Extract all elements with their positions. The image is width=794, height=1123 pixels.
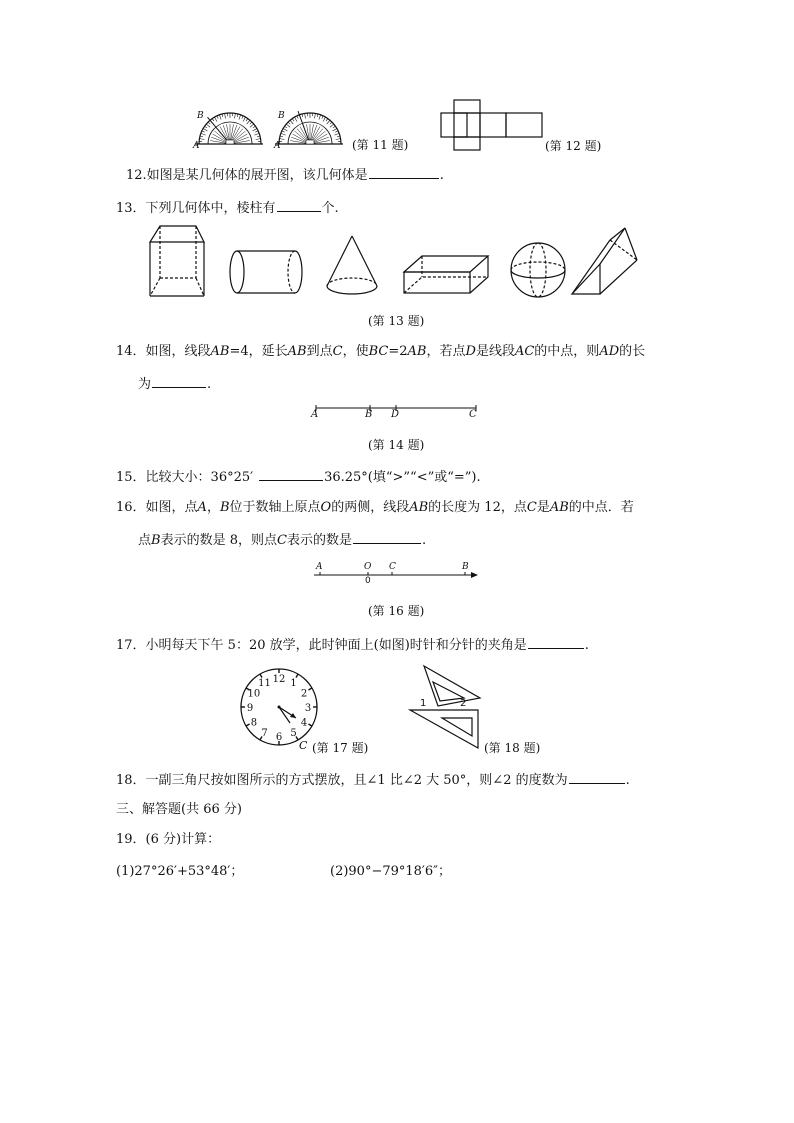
fig17-caption: (第 17 题) [312,741,369,755]
triangular-prism-solid [572,228,637,294]
cylinder-solid [230,251,302,293]
q14-text-c: 到点 [306,344,333,359]
question-15-end: 36.25°(填“>”“<”或“=”). [324,470,481,485]
fig16-caption: (第 16 题) [368,604,425,618]
question-12-end: . [439,168,444,183]
fig14-label-a: A [311,409,319,420]
question-18 [116,771,630,789]
q14-text-a: 14．如图，线段 [116,344,211,359]
question-14-line2 [138,375,211,393]
q16-text-a: 16．如图，点 [116,500,198,515]
q14-text-g: 是线段 [475,344,515,359]
q16-text-e: 的长度为 12，点 [428,500,527,515]
section-3-heading: 三、解答题(共 66 分) [116,802,242,817]
fig13-caption: (第 13 题) [368,314,425,328]
clock-number: 11 [258,677,271,689]
question-13-end: 个. [321,201,339,216]
q16-var: O [320,500,332,515]
question-15 [116,468,481,486]
fig11-label-a1: A [193,141,200,151]
q16-end: . [421,533,427,548]
clock-number: 4 [300,717,308,729]
q14-text-d: ，使 [342,344,369,359]
set-squares-figure [406,662,486,752]
q16-text-d: 的两侧，线段 [331,500,410,515]
q16-var: C [526,500,537,515]
q14-text-b: =4，延长 [229,344,288,359]
clock-number: 3 [304,703,312,714]
fig18-angle-2: 2 [460,698,467,709]
solids-figure [140,220,650,304]
question-19-title: 19．(6 分)计算： [116,832,221,847]
q16-text-h: 点 [138,533,152,548]
clock-number: 2 [300,688,308,700]
q16-text-c: 位于数轴上原点 [229,500,321,515]
clock-number: 1 [290,677,297,689]
fig16-label-c: C [389,562,396,572]
q16-var: AB [409,500,429,515]
question-17-text: 17．小明每天下午 5：20 放学，此时钟面上(如图)时针和分针的夹角是 [116,638,527,653]
q14-var: AD [599,344,620,359]
protractor-figure [188,108,358,154]
answer-blank-12[interactable] [369,166,439,179]
question-19-part-2: (2)90°−79°18′6″； [330,864,452,879]
fig14-caption: (第 14 题) [368,438,425,452]
clock-number: 5 [290,728,297,740]
question-12 [126,166,444,184]
answer-blank-17[interactable] [528,636,584,649]
q16-var: B [219,500,230,515]
number-line-figure [310,566,482,590]
fig11-caption: (第 11 题) [352,138,409,152]
fig16-label-o: O [364,562,372,572]
q16-var: A [197,500,207,515]
prism-solid [150,226,204,296]
question-16-line1 [116,500,634,516]
fig18-caption: (第 18 题) [484,741,541,755]
clock-number: 10 [247,688,261,700]
sphere-solid [511,243,565,297]
q14-var: AB [287,344,307,359]
q14-var: AB [210,344,230,359]
q16-text-i: 表示的数是 8，则点 [160,533,277,548]
question-18-end: . [625,773,630,788]
q14-var: C [332,344,343,359]
q14-var: AB [407,344,427,359]
q16-text-g: 的中点．若 [568,500,634,515]
fig17-label-c: C [299,739,308,752]
clock-number: 6 [275,732,283,743]
question-17 [116,636,589,654]
fig11-label-b2: B [278,111,285,121]
q14-text-h: 的中点，则 [534,344,600,359]
q16-var: C [276,533,287,548]
question-15-text: 15．比较大小：36°25′ [116,470,254,485]
cone-solid [327,236,377,294]
fig18-angle-1: 1 [420,698,427,709]
fig12-caption: (第 12 题) [545,139,602,153]
q14-end: . [207,377,212,392]
question-18-text: 18．一副三角尺按如图所示的方式摆放，且∠1 比∠2 大 50°，则∠2 的度数为 [116,773,568,788]
question-19-part-1: (1)27°26′+53°48′； [116,864,244,879]
q16-text-j: 表示的数是 [286,533,352,548]
clock-figure [238,666,322,756]
q14-var: BC [368,344,389,359]
q14-var: D [465,344,476,359]
q16-text-f: 是 [536,500,550,515]
fig16-label-a: A [316,562,323,572]
answer-blank-13[interactable] [277,199,321,212]
fig16-label-b: B [462,562,469,572]
question-16-line2 [138,531,426,549]
clock-number: 8 [250,717,258,729]
clock-number: 7 [261,728,268,740]
fig11-label-a2: A [274,141,281,151]
question-12-text: 12.如图是某几何体的展开图，该几何体是 [126,168,368,183]
fig16-origin-zero: 0 [365,576,371,586]
cube-net-figure [438,98,546,154]
q16-text-b: ， [206,500,220,515]
fig11-label-b1: B [197,111,204,121]
answer-blank-16[interactable] [353,531,421,544]
question-13 [116,199,339,217]
question-14-line1 [116,344,645,360]
fig14-label-b: B [365,409,373,420]
q14-text-j: 为 [138,377,152,392]
answer-blank-18[interactable] [569,771,625,784]
answer-blank-14[interactable] [152,375,206,388]
question-17-end: . [584,638,589,653]
q14-text-e: =2 [388,344,408,359]
clock-number: 12 [272,674,286,685]
answer-blank-15[interactable] [259,468,323,481]
q14-var: AC [514,344,535,359]
question-13-text: 13．下列几何体中，棱柱有 [116,201,276,216]
q14-text-i: 的长 [619,344,646,359]
fig14-label-d: D [391,409,400,420]
q16-var: AB [549,500,569,515]
cuboid-solid [404,256,488,293]
fig14-label-c: C [469,409,477,420]
clock-number: 9 [246,703,254,714]
q16-var: B [151,533,161,548]
q14-text-f: ，若点 [426,344,466,359]
